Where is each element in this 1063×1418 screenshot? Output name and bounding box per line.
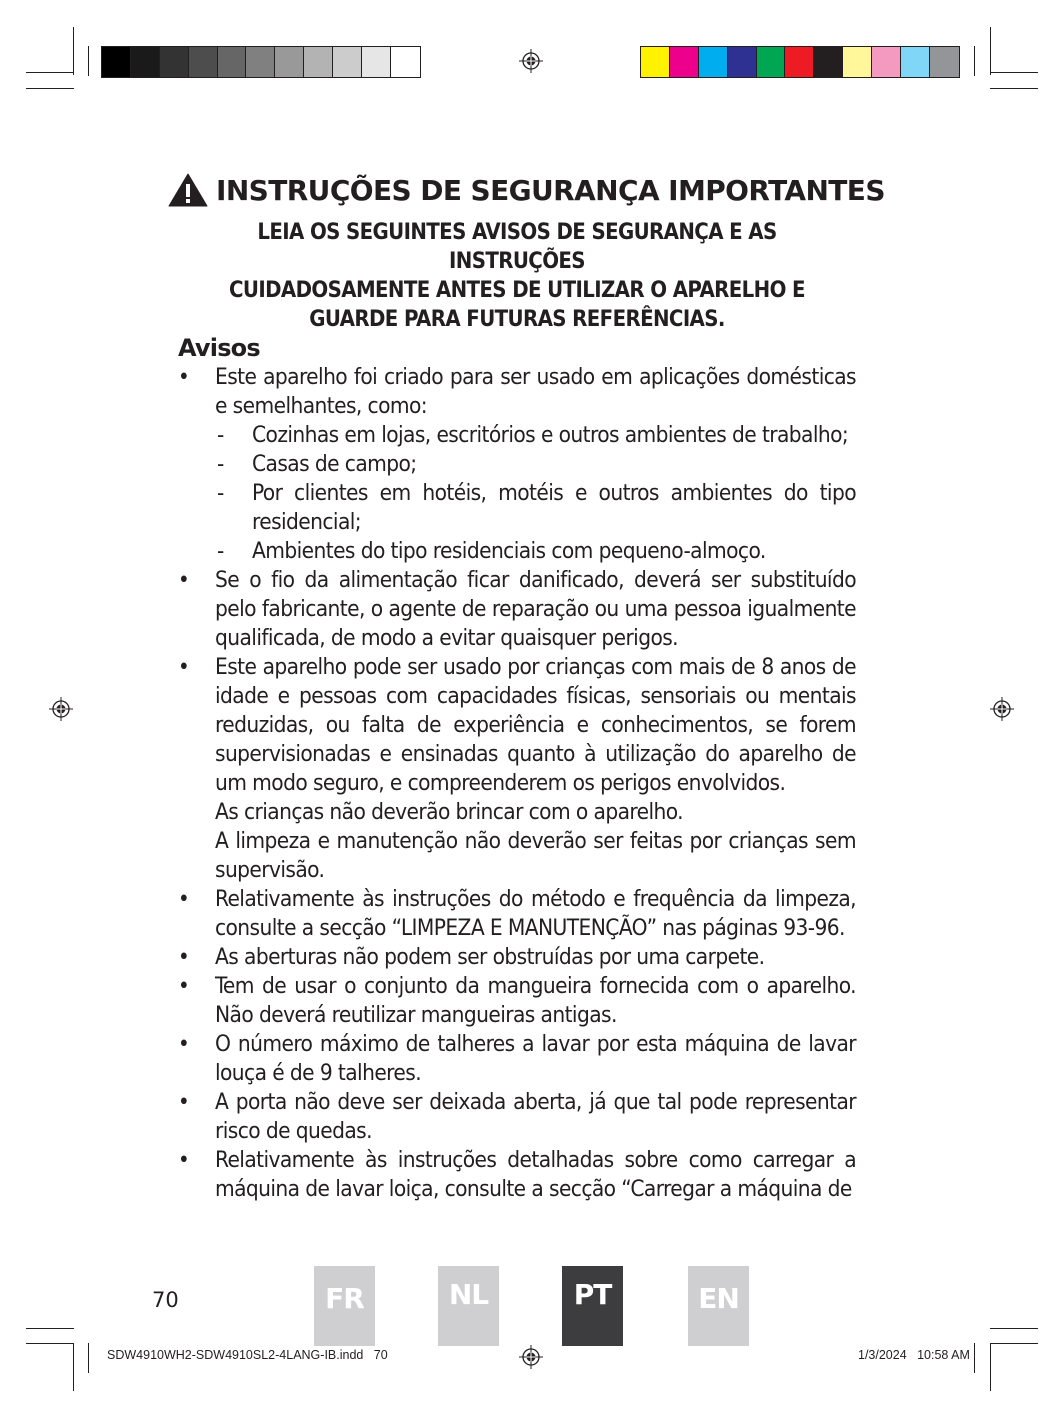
language-tab-pt[interactable]: PT — [562, 1266, 623, 1346]
color-swatch — [333, 47, 362, 77]
crop-mark — [26, 1343, 74, 1344]
crop-mark — [974, 1343, 975, 1373]
list-item-text: Este aparelho foi criado para ser usado em aplicações domésticas e semelhantes, como: — [215, 364, 856, 419]
crop-mark — [990, 1343, 1038, 1344]
read-instructions-notice — [212, 218, 822, 334]
title-text: INSTRUÇÕES DE SEGURANÇA IMPORTANTES — [216, 173, 885, 207]
color-swatch — [670, 47, 699, 77]
list-item-text: As crianças não deverão brincar com o aparelho. — [215, 799, 683, 825]
color-swatch — [757, 47, 786, 77]
crop-mark — [990, 1328, 1038, 1329]
list-item-text: A limpeza e manutenção não deverão ser feitas por crianças sem supervisão. — [215, 828, 856, 883]
crop-mark — [990, 72, 1038, 73]
color-swatch — [843, 47, 872, 77]
crop-mark — [26, 88, 74, 89]
sub-list-item: - Ambientes do tipo residenciais com pequeno-almoço. — [215, 537, 856, 566]
registration-mark-icon — [519, 1345, 543, 1369]
language-tab-nl[interactable]: NL — [438, 1266, 499, 1346]
page-number: 70 — [152, 1288, 179, 1312]
warning-icon — [168, 173, 208, 207]
color-swatch — [814, 47, 843, 77]
color-swatch — [930, 47, 959, 77]
safety-instructions-content — [178, 168, 885, 1204]
color-swatch — [362, 47, 391, 77]
color-swatch — [131, 47, 160, 77]
crop-mark — [88, 46, 89, 76]
subtitle-line: CUIDADOSAMENTE ANTES DE UTILIZAR O APARELHO E — [229, 278, 805, 303]
print-slug-date: 1/3/2024 10:58 AM — [858, 1348, 970, 1362]
color-swatch — [189, 47, 218, 77]
list-item: • O número máximo de talheres a lavar por esta máquina de lavar louça é de 9 talheres. — [178, 1030, 856, 1088]
color-swatch — [391, 47, 420, 77]
color-swatch — [785, 47, 814, 77]
sub-list-item: - Casas de campo; — [215, 450, 856, 479]
page-title — [168, 168, 885, 212]
language-tab-fr[interactable]: FR — [314, 1266, 375, 1346]
color-swatch — [304, 47, 333, 77]
subtitle-line: LEIA OS SEGUINTES AVISOS DE SEGURANÇA E AS INSTRUÇÕES — [257, 220, 777, 274]
list-item: • Se o fio da alimentação ficar danificado, deverá ser substituído pelo fabricante, o agente de reparação ou uma pessoa igualmente qualificada, de modo a evitar quaisquer perigos. — [178, 566, 856, 653]
crop-mark — [26, 72, 74, 73]
crop-mark — [990, 1343, 991, 1391]
color-swatch — [160, 47, 189, 77]
color-swatch — [641, 47, 670, 77]
color-swatch — [275, 47, 304, 77]
crop-mark — [990, 27, 991, 75]
list-item — [178, 363, 856, 566]
color-swatch — [246, 47, 275, 77]
list-item: • Relativamente às instruções do método e frequência da limpeza, consulte a secção “LIMPEZA E MANUTENÇÃO” nas páginas 93-96. — [178, 885, 856, 943]
print-slug-filename: SDW4910WH2-SDW4910SL2-4LANG-IB.indd 70 — [107, 1348, 388, 1362]
crop-mark — [990, 88, 1038, 89]
language-tab-en[interactable]: EN — [688, 1266, 749, 1346]
color-swatch — [872, 47, 901, 77]
registration-mark-icon — [990, 697, 1014, 721]
color-swatch — [728, 47, 757, 77]
registration-mark-icon — [519, 49, 543, 73]
color-swatch — [102, 47, 131, 77]
crop-mark — [26, 1328, 74, 1329]
subtitle-line: GUARDE PARA FUTURAS REFERÊNCIAS. — [309, 307, 725, 332]
crop-mark — [88, 1343, 89, 1373]
crop-mark — [73, 27, 74, 75]
registration-mark-icon — [49, 697, 73, 721]
list-item: • Relativamente às instruções detalhadas sobre como carregar a máquina de lavar loiça, consulte a secção “Carregar a máquina de — [178, 1146, 856, 1204]
color-swatch — [901, 47, 930, 77]
sub-list-item: - Por clientes em hotéis, motéis e outros ambientes do tipo residencial; — [215, 479, 856, 537]
list-item: • As aberturas não podem ser obstruídas por uma carpete. — [178, 943, 856, 972]
crop-mark — [73, 1343, 74, 1391]
process-color-bar — [640, 46, 960, 78]
sub-list — [215, 421, 856, 566]
section-heading-avisos: Avisos — [178, 334, 260, 362]
list-item: • A porta não deve ser deixada aberta, já que tal pode representar risco de quedas. — [178, 1088, 856, 1146]
list-item — [178, 653, 856, 885]
crop-mark — [974, 46, 975, 76]
color-swatch — [699, 47, 728, 77]
sub-list-item: - Cozinhas em lojas, escritórios e outros ambientes de trabalho; — [215, 421, 856, 450]
color-swatch — [218, 47, 247, 77]
list-item: • Tem de usar o conjunto da mangueira fornecida com o aparelho. Não deverá reutilizar mangueiras antigas. — [178, 972, 856, 1030]
list-item-text: • Este aparelho pode ser usado por crianças com mais de 8 anos de idade e pessoas com capacidades físicas, sensoriais ou mentais reduzidas, ou falta de experiência e conhecimentos, se forem supervisionadas e ensinadas quanto à utilização do aparelho de um modo seguro, e compreenderem os perigos envolvidos. — [215, 654, 856, 796]
grayscale-color-bar — [101, 46, 421, 78]
warnings-list — [178, 363, 856, 1204]
